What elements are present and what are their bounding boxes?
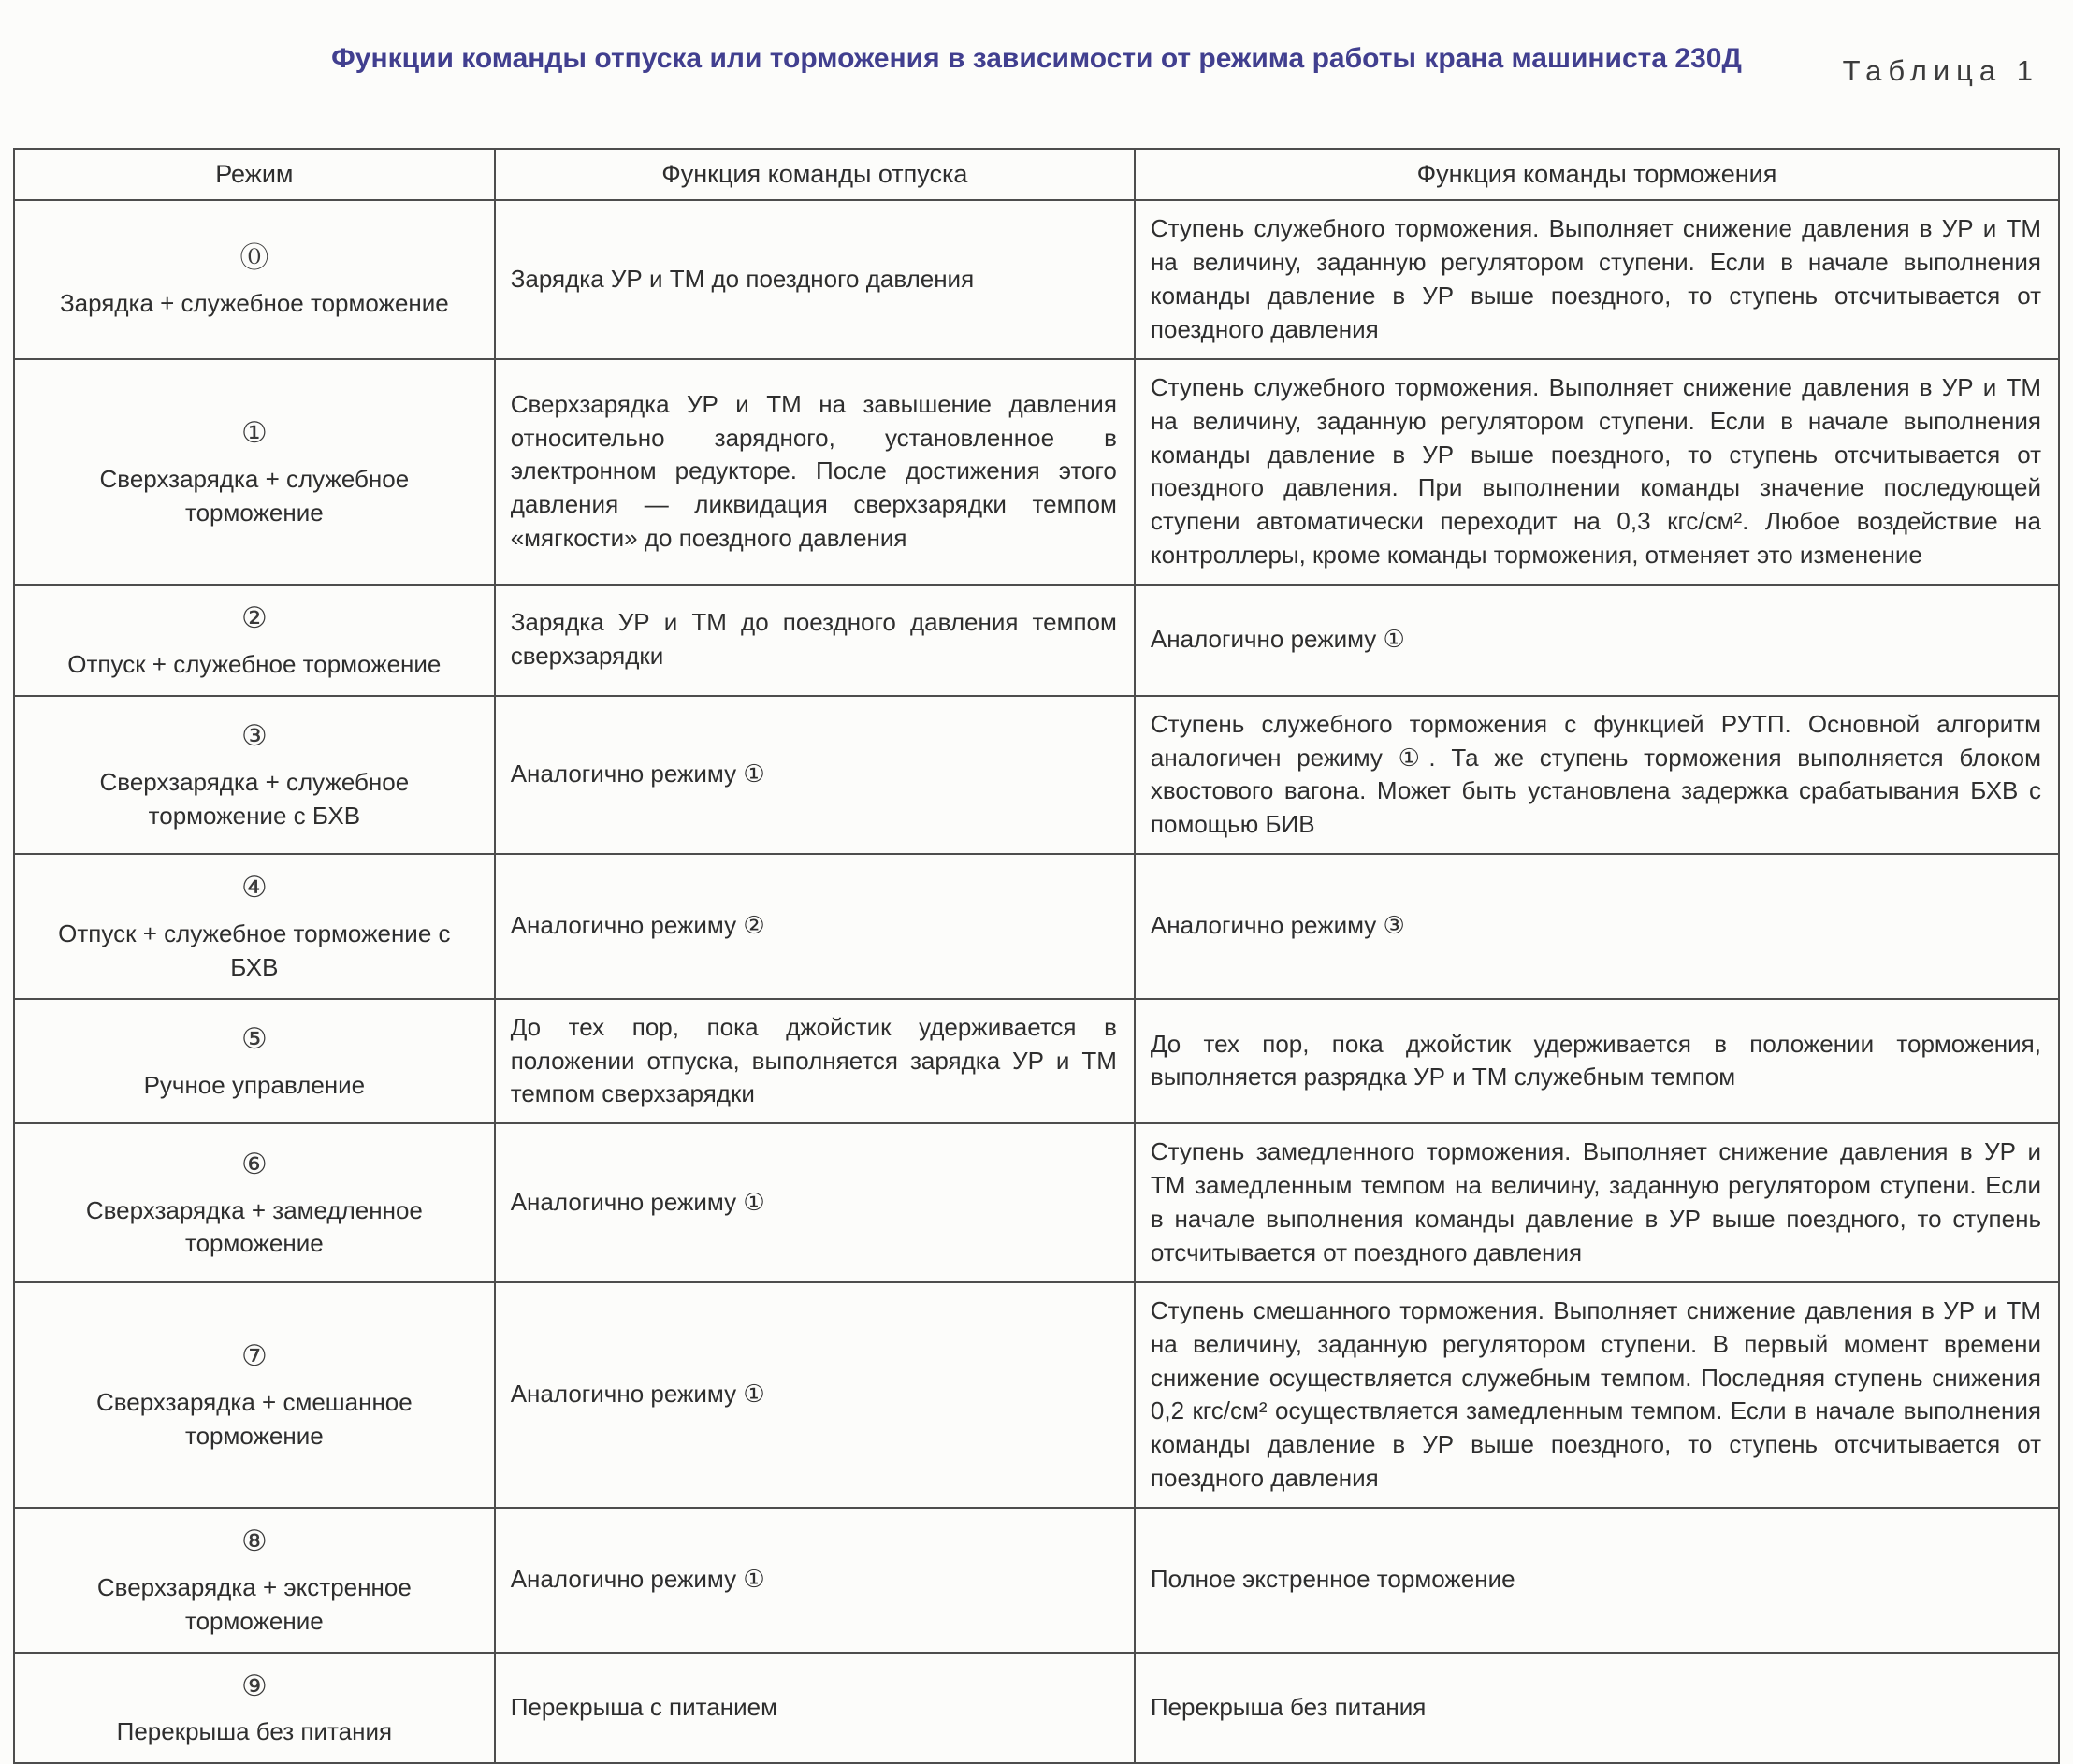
braking-cell: Аналогично режиму ③	[1135, 854, 2059, 999]
table-row	[14, 585, 2059, 696]
release-cell: Зарядка УР и ТМ до поездного давления темпом сверхзарядки	[495, 585, 1135, 696]
braking-cell: Ступень служебного торможения. Выполняет снижение давления в УР и ТМ на величину, заданную регулятором ступени. Если в начале выполнения команды давление в УР выше поездного, то ступень отсчитывается от поездного давления. При выполнении команды значение последующей ступени автоматически переходит на 0,3 кгс/см². Любое воздействие на контроллеры, кроме команды торможения, отменяет это изменение	[1135, 359, 2059, 585]
release-cell: Сверхзарядка УР и ТМ на завышение давления относительно зарядного, установленное в электронном редукторе. После достижения этого давления — ликвидация сверхзарядки темпом «мягкости» до поездного давления	[495, 359, 1135, 585]
braking-cell: Ступень замедленного торможения. Выполняет снижение давления в УР и ТМ замедленным темпом на величину, заданную регулятором ступени. Если в начале выполнения команды давление в УР выше поездного, то ступень отсчитывается от поездного давления	[1135, 1123, 2059, 1282]
table-row	[14, 696, 2059, 855]
page-title: Функции команды отпуска или торможения в зависимости от режима работы крана машиниста 230Д	[331, 43, 1742, 74]
mode-number-icon: ⑦	[240, 1339, 268, 1373]
header-mode: Режим	[14, 149, 495, 200]
mode-number-icon: ⑨	[240, 1669, 268, 1702]
braking-cell: Ступень смешанного торможения. Выполняет снижение давления в УР и ТМ на величину, заданную регулятором ступени. В первый момент времени снижение осуществляется служебным темпом. Последняя ступень снижения 0,2 кгс/см² осуществляется замедленным темпом. Если в начале выполнения команды давление в УР выше поездного, то ступень отсчитывается от поездного давления	[1135, 1282, 2059, 1508]
release-cell: Аналогично режиму ①	[495, 1508, 1135, 1653]
braking-cell: Полное экстренное торможение	[1135, 1508, 2059, 1653]
mode-number-icon: ②	[240, 601, 268, 634]
release-cell: Аналогично режиму ①	[495, 1282, 1135, 1508]
mode-cell	[14, 1123, 495, 1282]
mode-label: Отпуск + служебное торможение с БХВ	[58, 918, 451, 981]
mode-label: Зарядка + служебное торможение	[59, 289, 449, 318]
table-row	[14, 1282, 2059, 1508]
mode-cell	[14, 1282, 495, 1508]
braking-cell: Ступень служебного торможения. Выполняет снижение давления в УР и ТМ на величину, заданную регулятором ступени. Если в начале выполнения команды давление в УР выше поездного, то ступень отсчитывается от поездного давления	[1135, 200, 2059, 359]
mode-label: Сверхзарядка + служебное торможение с БХВ	[99, 767, 410, 830]
mode-cell	[14, 1653, 495, 1764]
table-row	[14, 200, 2059, 359]
mode-label: Сверхзарядка + служебное торможение	[99, 464, 410, 527]
table-row	[14, 1653, 2059, 1764]
mode-number-icon: ⑧	[240, 1525, 268, 1558]
mode-number-icon: ①	[240, 416, 268, 450]
mode-cell	[14, 999, 495, 1124]
mode-label: Сверхзарядка + экстренное торможение	[96, 1572, 412, 1635]
mode-cell	[14, 854, 495, 999]
braking-cell: Ступень служебного торможения с функцией РУТП. Основной алгоритм аналогичен режиму ①. Та же ступень торможения выполняется блоком хвостового вагона. Может быть установлена задержка срабатывания БХВ с помощью БИВ	[1135, 696, 2059, 855]
mode-number-icon: ⓪	[239, 240, 269, 274]
header-release-function: Функция команды отпуска	[495, 149, 1135, 200]
braking-cell: Аналогично режиму ①	[1135, 585, 2059, 696]
mode-cell	[14, 359, 495, 585]
mode-label: Отпуск + служебное торможение	[67, 649, 442, 678]
mode-cell	[14, 696, 495, 855]
mode-number-icon: ⑥	[240, 1147, 268, 1180]
mode-cell	[14, 200, 495, 359]
braking-cell: Перекрыша без питания	[1135, 1653, 2059, 1764]
table-row	[14, 854, 2059, 999]
mode-label: Сверхзарядка + смешанное торможение	[95, 1387, 413, 1450]
release-cell: Аналогично режиму ①	[495, 1123, 1135, 1282]
mode-number-icon: ③	[240, 719, 268, 753]
release-cell: Перекрыша с питанием	[495, 1653, 1135, 1764]
table-row	[14, 1508, 2059, 1653]
mode-number-icon: ④	[240, 871, 268, 904]
release-cell: До тех пор, пока джойстик удерживается в положении отпуска, выполняется зарядка УР и ТМ темпом сверхзарядки	[495, 999, 1135, 1124]
header-braking-function: Функция команды торможения	[1135, 149, 2059, 200]
table-row	[14, 359, 2059, 585]
mode-cell	[14, 1508, 495, 1653]
release-cell: Зарядка УР и ТМ до поездного давления	[495, 200, 1135, 359]
table-header-row	[14, 149, 2059, 200]
table-row	[14, 1123, 2059, 1282]
mode-label: Сверхзарядка + замедленное торможение	[85, 1195, 423, 1258]
mode-cell	[14, 585, 495, 696]
modes-table	[13, 148, 2060, 1764]
mode-label: Перекрыша без питания	[116, 1717, 393, 1746]
table-number-label: Таблица 1	[1842, 54, 2039, 87]
mode-label: Ручное управление	[143, 1070, 366, 1099]
braking-cell: До тех пор, пока джойстик удерживается в положении торможения, выполняется разрядка УР и ТМ служебным темпом	[1135, 999, 2059, 1124]
release-cell: Аналогично режиму ②	[495, 854, 1135, 999]
mode-number-icon: ⑤	[240, 1022, 268, 1056]
table-row	[14, 999, 2059, 1124]
release-cell: Аналогично режиму ①	[495, 696, 1135, 855]
